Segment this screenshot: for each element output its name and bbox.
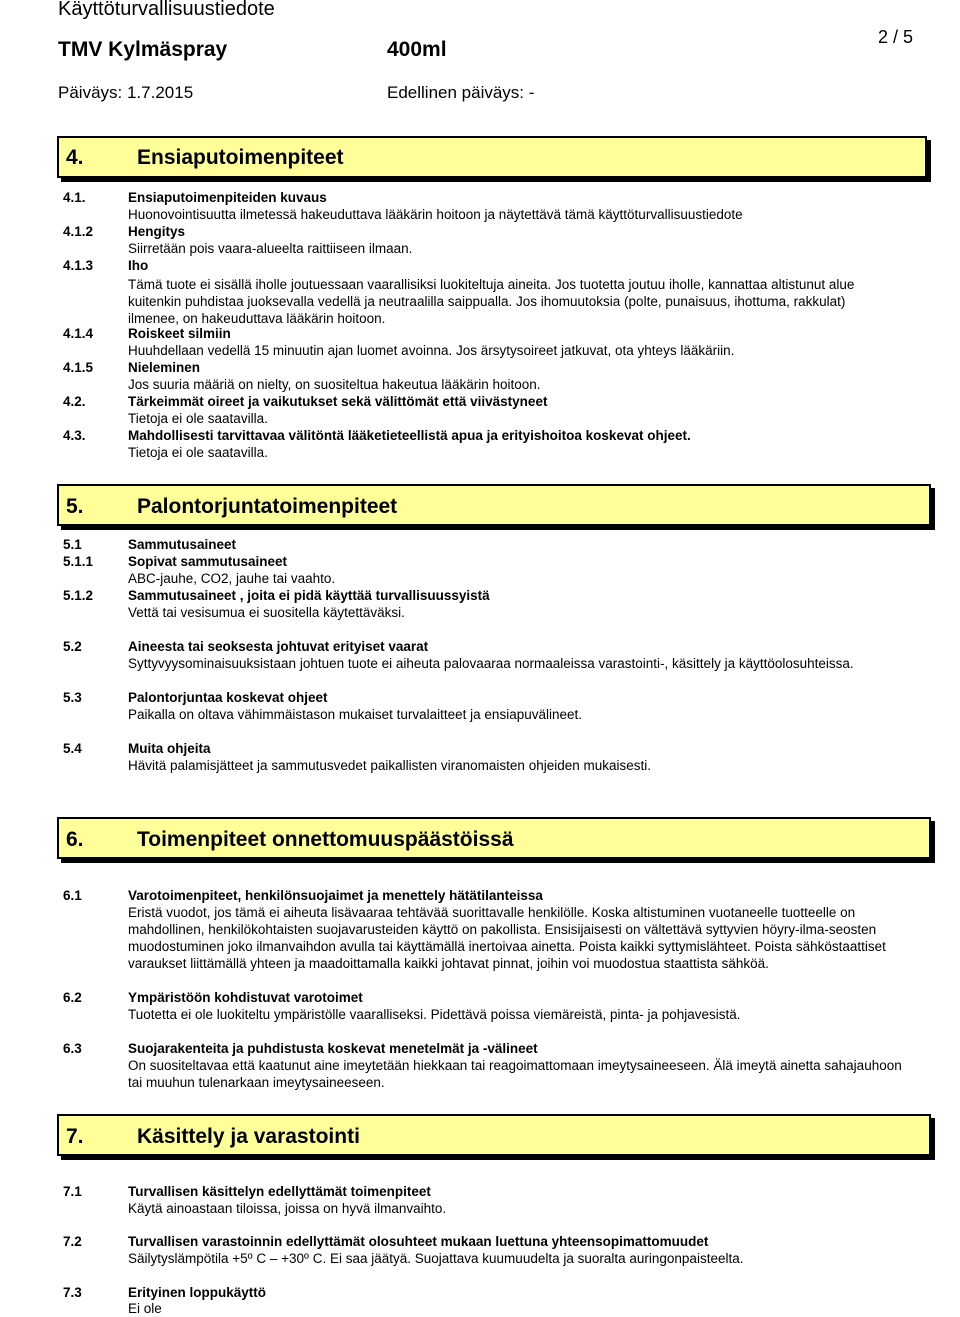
subsection-number: 6.2 bbox=[63, 990, 82, 1005]
subsection-number: 4.3. bbox=[63, 428, 86, 443]
subsection-title: Palontorjuntaa koskevat ohjeet bbox=[128, 690, 328, 705]
subsection-text: ilmenee, on hakeuduttava lääkärin hoitoon. bbox=[128, 311, 386, 326]
subsection-title: Sopivat sammutusaineet bbox=[128, 554, 288, 569]
subsection-number: 6.3 bbox=[63, 1041, 82, 1056]
subsection-text: Tuotetta ei ole luokiteltu ympäristölle vaaralliseksi. Pidettävä poissa viemäreistä, pinta- ja pohjavesistä. bbox=[128, 1007, 741, 1022]
subsection-text: Hävitä palamisjätteet ja sammutusvedet paikallisten viranomaisten ohjeiden mukaisesti. bbox=[128, 758, 652, 773]
subsection-number: 5.1 bbox=[63, 537, 82, 552]
section-6-header bbox=[57, 817, 931, 859]
subsection-number: 6.1 bbox=[63, 888, 82, 903]
subsection-title: Erityinen loppukäyttö bbox=[128, 1285, 267, 1300]
section-5-header bbox=[57, 484, 931, 526]
subsection-text: varaukset liittämällä yhteen ja maadoittamalla kaikki johtavat pinnat, joihin voi muodostua staattista sähköä. bbox=[128, 956, 769, 971]
subsection-title: Sammutusaineet bbox=[128, 537, 237, 552]
section-title: Toimenpiteet onnettomuuspäästöissä bbox=[137, 828, 514, 851]
subsection-title: Ympäristöön kohdistuvat varotoimet bbox=[128, 990, 363, 1005]
subsection-title: Ensiaputoimenpiteiden kuvaus bbox=[128, 190, 327, 205]
section-title: Käsittely ja varastointi bbox=[137, 1125, 360, 1148]
subsection-title: Sammutusaineet , joita ei pidä käyttää turvallisuussyistä bbox=[128, 588, 490, 603]
subsection-number: 7.1 bbox=[63, 1184, 82, 1199]
subsection-title: Aineesta tai seoksesta johtuvat erityiset vaarat bbox=[128, 639, 429, 654]
subsection-text: tai muuhun tulenarkaan imeytysaineeseen. bbox=[128, 1075, 385, 1090]
subsection-number: 4.2. bbox=[63, 394, 86, 409]
previous-date: Edellinen päiväys: - bbox=[387, 83, 535, 102]
subsection-number: 7.2 bbox=[63, 1234, 82, 1249]
section-title: Palontorjuntatoimenpiteet bbox=[137, 495, 398, 518]
subsection-title: Hengitys bbox=[128, 224, 186, 239]
subsection-number: 5.1.1 bbox=[63, 554, 94, 569]
subsection-number: 5.2 bbox=[63, 639, 82, 654]
subsection-text: Vettä tai vesisumua ei suositella käytettäväksi. bbox=[128, 605, 405, 620]
section-title: Ensiaputoimenpiteet bbox=[137, 146, 344, 169]
section-number: 5. bbox=[66, 495, 84, 518]
subsection-text: Eristä vuodot, jos tämä ei aiheuta lisävaaraa tehtävää suorittavalle henkilölle. Koska altistuminen vuotaneelle tuotteelle on bbox=[128, 905, 856, 920]
subsection-text: Käytä ainoastaan tiloissa, joissa on hyvä ilmanvaihto. bbox=[128, 1201, 447, 1216]
subsection-text: muodostuminen joko ilmanvaihdon avulla tai käyttämällä inertoivaa ainetta. Poista kaikki syttymislähteet. Poista sähköstaattiset bbox=[128, 939, 886, 954]
section-number: 4. bbox=[66, 146, 84, 169]
issue-date: Päiväys: 1.7.2015 bbox=[58, 83, 194, 102]
section-number: 6. bbox=[66, 828, 84, 851]
subsection-title: Suojarakenteita ja puhdistusta koskevat menetelmät ja -välineet bbox=[128, 1041, 538, 1056]
section-number: 7. bbox=[66, 1125, 84, 1148]
subsection-text: Säilytyslämpötila +5º C – +30º C. Ei saa jäätyä. Suojattava kuumuudelta ja suoralta auringonpaisteelta. bbox=[128, 1251, 744, 1266]
subsection-text: kuitenkin puhdistaa juoksevalla vedellä ja neutraalilla saippualla. Jos ihomuutoksia (polte, punaisuus, ihottuma, rakkulat) bbox=[128, 294, 846, 309]
document-title: Käyttöturvallisuustiedote bbox=[58, 0, 275, 20]
subsection-number: 4.1.5 bbox=[63, 360, 94, 375]
subsection-text: Tämä tuote ei sisällä iholle joutuessaan vaarallisiksi luokiteltuja aineita. Jos tuotetta joutuu iholle, kannattaa altistunut alue bbox=[128, 277, 855, 292]
subsection-text: mahdollinen, henkilökohtaisten suojavarusteiden käyttö on pakollista. Ensisijaisesti on vältettävä syttyvien höyry-ilma-seosten bbox=[128, 922, 877, 937]
section-4-header bbox=[57, 136, 927, 178]
product-name: TMV Kylmäspray bbox=[58, 38, 228, 61]
subsection-number: 5.3 bbox=[63, 690, 82, 705]
subsection-text: Huonovointisuutta ilmetessä hakeuduttava lääkärin hoitoon ja näytettävä tämä käyttöturvallisuustiedote bbox=[128, 207, 743, 222]
subsection-title: Turvallisen varastoinnin edellyttämät olosuhteet mukaan luettuna yhteensopimattomuudet bbox=[128, 1234, 709, 1249]
subsection-number: 5.1.2 bbox=[63, 588, 94, 603]
subsection-title: Muita ohjeita bbox=[128, 741, 211, 756]
subsection-title: Turvallisen käsittelyn edellyttämät toimenpiteet bbox=[128, 1184, 431, 1199]
subsection-text: Siirretään pois vaara-alueelta raittiiseen ilmaan. bbox=[128, 241, 413, 256]
subsection-number: 7.3 bbox=[63, 1285, 82, 1300]
subsection-text: On suositeltavaa että kaatunut aine imeytetään hiekkaan tai reagoimattomaan imeytysaineeseen. Älä imeytä ainetta sahajauhoon bbox=[128, 1058, 902, 1073]
subsection-title: Roiskeet silmiin bbox=[128, 326, 231, 341]
subsection-text: ABC-jauhe, CO2, jauhe tai vaahto. bbox=[128, 571, 336, 586]
subsection-text: Huuhdellaan vedellä 15 minuutin ajan luomet avoinna. Jos ärsytysoireet jatkuvat, ota yhteys lääkäriin. bbox=[128, 343, 735, 358]
subsection-text: Tietoja ei ole saatavilla. bbox=[128, 411, 268, 426]
subsection-number: 4.1. bbox=[63, 190, 86, 205]
product-volume: 400ml bbox=[387, 38, 447, 61]
subsection-title: Tärkeimmät oireet ja vaikutukset sekä välittömät että viivästyneet bbox=[128, 394, 548, 409]
subsection-title: Mahdollisesti tarvittavaa välitöntä lääketieteellistä apua ja erityishoitoa koskevat ohjeet. bbox=[128, 428, 691, 443]
subsection-title: Iho bbox=[128, 258, 149, 273]
subsection-number: 4.1.4 bbox=[63, 326, 94, 341]
section-7-header bbox=[57, 1114, 931, 1156]
subsection-number: 4.1.3 bbox=[63, 258, 94, 273]
subsection-text: Syttyvyysominaisuuksistaan johtuen tuote ei aiheuta palovaaraa normaaleissa varastointi-, käsittely ja käyttöolosuhteissa. bbox=[128, 656, 854, 671]
subsection-title: Varotoimenpiteet, henkilönsuojaimet ja menettely hätätilanteissa bbox=[128, 888, 543, 903]
subsection-text: Ei ole bbox=[128, 1301, 162, 1316]
subsection-text: Jos suuria määriä on nielty, on suositeltua hakeutua lääkärin hoitoon. bbox=[128, 377, 541, 392]
subsection-text: Paikalla on oltava vähimmäistason mukaiset turvalaitteet ja ensiapuvälineet. bbox=[128, 707, 582, 722]
page-number: 2 / 5 bbox=[878, 27, 914, 47]
subsection-text: Tietoja ei ole saatavilla. bbox=[128, 445, 268, 460]
subsection-number: 5.4 bbox=[63, 741, 82, 756]
subsection-number: 4.1.2 bbox=[63, 224, 94, 239]
subsection-title: Nieleminen bbox=[128, 360, 201, 375]
